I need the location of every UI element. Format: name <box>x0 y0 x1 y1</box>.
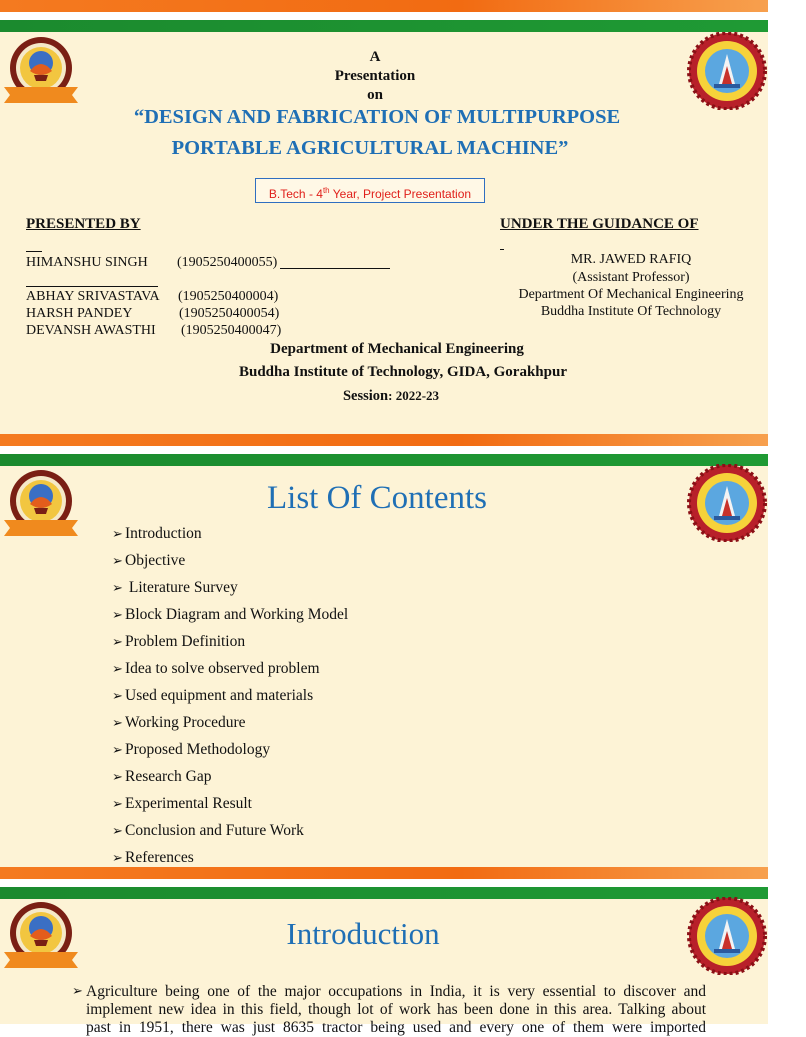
introduction-title: Introduction <box>286 916 440 951</box>
course-badge <box>255 178 485 203</box>
arrow-bullet-icon: ➢ <box>112 796 123 811</box>
arrow-bullet-icon: ➢ <box>112 715 123 730</box>
guide-name: MR. JAWED RAFIQ <box>570 252 692 267</box>
session-label: Session <box>342 388 389 404</box>
arrow-bullet-icon: ➢ <box>112 553 123 568</box>
flag-stripe-white <box>0 879 768 887</box>
contents-list <box>112 520 348 871</box>
guide-institute: Buddha Institute Of Technology <box>540 304 722 319</box>
list-item: ➢ References <box>112 844 348 871</box>
guide-department: Department Of Mechanical Engineering <box>518 287 744 302</box>
session-value: : 2022-23 <box>388 388 440 403</box>
arrow-bullet-icon: ➢ <box>72 983 83 998</box>
badge-sup: th <box>322 186 330 195</box>
flag-stripe-green <box>0 20 768 32</box>
slide-introduction <box>0 867 768 1036</box>
arrow-bullet-icon: ➢ <box>112 742 123 757</box>
slide-contents <box>0 434 768 867</box>
arrow-bullet-icon: ➢ <box>112 607 123 622</box>
list-item: ➢ Literature Survey <box>112 574 348 601</box>
student-id-1: (1905250400055) <box>177 255 278 270</box>
list-item: ➢ Research Gap <box>112 763 348 790</box>
flag-stripe-white <box>0 446 768 454</box>
line-presentation: Presentation <box>334 68 416 84</box>
session <box>0 388 782 405</box>
student-name-3: HARSH PANDEY <box>26 306 133 321</box>
badge-text-pre: B.Tech - 4 <box>268 187 323 201</box>
student-name-4: DEVANSH AWASTHI <box>26 323 156 338</box>
arrow-bullet-icon: ➢ <box>112 580 123 595</box>
arrow-bullet-icon: ➢ <box>112 634 123 649</box>
underline-rule <box>26 286 158 287</box>
line-a: A <box>369 49 381 65</box>
list-item: ➢ Conclusion and Future Work <box>112 817 348 844</box>
student-id-3: (1905250400054) <box>179 306 280 321</box>
underline-stub <box>500 249 504 250</box>
student-id-4: (1905250400047) <box>181 323 282 338</box>
arrow-bullet-icon: ➢ <box>112 769 123 784</box>
intro-paragraph-line3: past in 1951, there was just 8635 tractor being used and every one of them were imported <box>86 1019 706 1036</box>
guidance-heading: UNDER THE GUIDANCE OF <box>500 216 699 232</box>
list-item: ➢ Idea to solve observed problem <box>112 655 348 682</box>
student-id-2: (1905250400004) <box>178 289 279 304</box>
department: Department of Mechanical Engineering <box>270 341 524 357</box>
flag-stripe-saffron <box>0 434 768 446</box>
list-item: ➢ Block Diagram and Working Model <box>112 601 348 628</box>
flag-stripe-green <box>0 887 768 899</box>
flag-stripe-white <box>0 12 768 20</box>
contents-title: List Of Contents <box>267 480 487 516</box>
list-item: ➢ Objective <box>112 547 348 574</box>
list-item: ➢ Introduction <box>112 520 348 547</box>
flag-stripe-green <box>0 454 768 466</box>
list-item: ➢ Problem Definition <box>112 628 348 655</box>
list-item: ➢ Working Procedure <box>112 709 348 736</box>
arrow-bullet-icon: ➢ <box>112 823 123 838</box>
guide-role: (Assistant Professor) <box>572 270 690 285</box>
underline-stub <box>26 251 42 252</box>
presented-by-heading: PRESENTED BY <box>26 216 141 232</box>
list-item: ➢ Experimental Result <box>112 790 348 817</box>
intro-paragraph-line2: implement new idea in this field, though lot of work has been done in this area. Talking about <box>86 1001 706 1018</box>
list-item: ➢ Proposed Methodology <box>112 736 348 763</box>
underline-rule <box>280 268 390 269</box>
student-name-1: HIMANSHU SINGH <box>26 255 148 270</box>
student-name-2: ABHAY SRIVASTAVA <box>26 289 160 304</box>
project-title-line2: PORTABLE AGRICULTURAL MACHINE” <box>171 137 569 159</box>
arrow-bullet-icon: ➢ <box>112 850 123 865</box>
badge-text-post: Year, Project Presentation <box>329 187 472 201</box>
flag-stripe-saffron <box>0 0 768 12</box>
arrow-bullet-icon: ➢ <box>112 526 123 541</box>
flag-stripe-saffron <box>0 867 768 879</box>
line-on: on <box>367 87 383 103</box>
institute: Buddha Institute of Technology, GIDA, Gorakhpur <box>238 364 567 380</box>
list-item: ➢ Used equipment and materials <box>112 682 348 709</box>
intro-paragraph-line1: Agriculture being one of the major occupations in India, it is very essential to discover and <box>86 983 706 1000</box>
slide-title <box>0 0 768 434</box>
project-title-line1: “DESIGN AND FABRICATION OF MULTIPURPOSE <box>133 106 621 128</box>
arrow-bullet-icon: ➢ <box>112 661 123 676</box>
arrow-bullet-icon: ➢ <box>112 688 123 703</box>
